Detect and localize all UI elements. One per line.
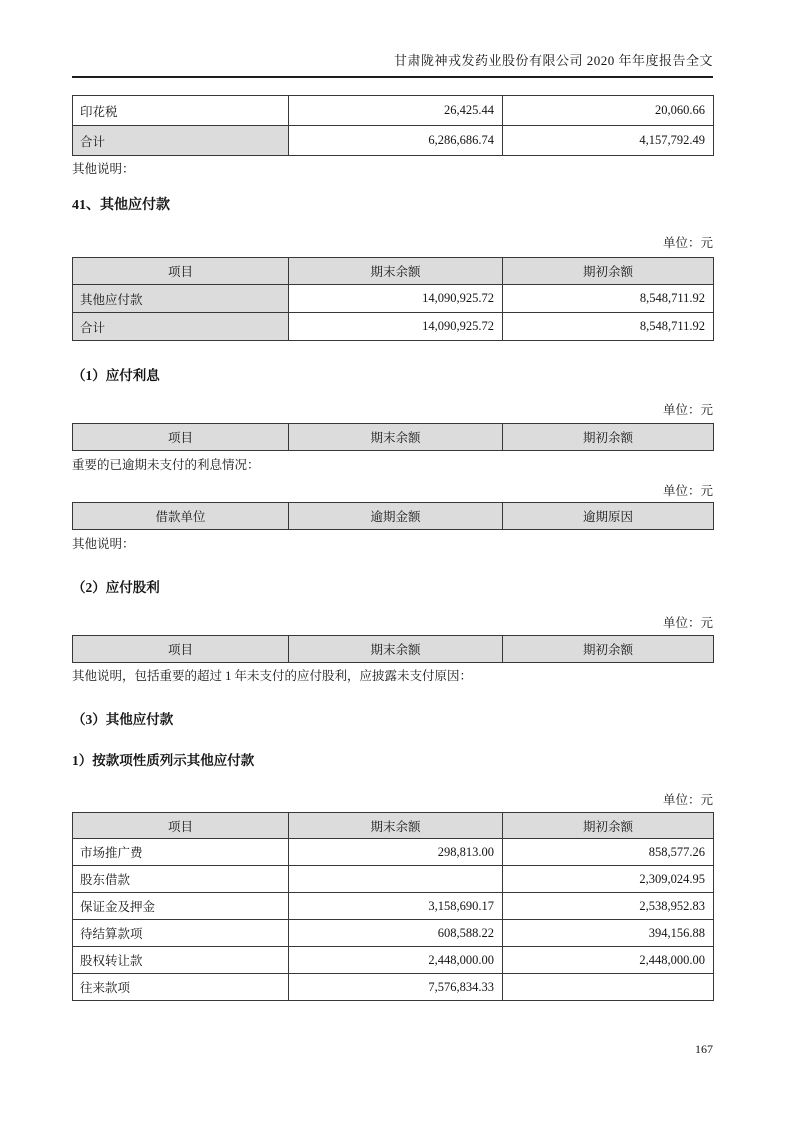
table-header-row (73, 424, 714, 451)
ending-balance-cell (289, 866, 503, 893)
unit-label: 单位：元 (662, 616, 713, 630)
header-cell-item: 项目 (73, 813, 289, 839)
other-payables-by-nature-table (72, 812, 714, 1001)
table-row (73, 920, 714, 947)
interest-payable-table (72, 423, 714, 451)
table-header-row (73, 813, 714, 839)
header-cell-beginning: 期初余额 (503, 813, 714, 839)
header-cell-beginning: 期初余额 (503, 424, 714, 451)
unit-label: 单位：元 (662, 403, 713, 417)
header-cell-ending: 期末余额 (289, 813, 503, 839)
item-cell: 市场推广费 (73, 839, 289, 866)
ending-balance-cell: 608,588.22 (289, 920, 503, 947)
unit-label: 单位：元 (662, 793, 713, 807)
table-row (73, 96, 714, 126)
header-cell-overdue-amount: 逾期金额 (289, 503, 503, 530)
dividend-payable-table (72, 635, 714, 663)
page-header (72, 0, 713, 78)
header-cell-item: 项目 (73, 636, 289, 663)
item-cell: 合计 (73, 126, 289, 156)
item-cell: 股东借款 (73, 866, 289, 893)
subsection-1-title: （1）应付利息 (72, 368, 160, 383)
by-nature-subtitle: 1）按款项性质列示其他应付款 (72, 753, 255, 768)
stamp-tax-table (72, 95, 714, 156)
unit-label: 单位：元 (662, 236, 713, 250)
ending-balance-cell: 3,158,690.17 (289, 893, 503, 920)
beginning-balance-cell: 8,548,711.92 (503, 285, 714, 313)
item-cell: 往来款项 (73, 974, 289, 1001)
beginning-balance-cell (503, 974, 714, 1001)
ending-balance-cell: 2,448,000.00 (289, 947, 503, 974)
ending-balance-cell: 298,813.00 (289, 839, 503, 866)
table-row (73, 947, 714, 974)
table-row-total (73, 126, 714, 156)
ending-balance-cell: 6,286,686.74 (289, 126, 503, 156)
other-payables-summary-table (72, 257, 714, 341)
subsection-3-title: （3）其他应付款 (72, 712, 174, 727)
dividend-note: 其他说明，包括重要的超过 1 年未支付的应付股利，应披露未支付原因： (72, 669, 473, 683)
other-notes-label: 其他说明： (72, 537, 135, 551)
header-cell-ending: 期末余额 (289, 258, 503, 285)
section-41-title: 41、其他应付款 (72, 198, 170, 213)
report-title: 甘肃陇神戎发药业股份有限公司 2020 年年度报告全文 (393, 53, 713, 68)
header-cell-overdue-reason: 逾期原因 (503, 503, 714, 530)
overdue-interest-table (72, 502, 714, 530)
ending-balance-cell: 14,090,925.72 (289, 313, 503, 341)
beginning-balance-cell: 8,548,711.92 (503, 313, 714, 341)
item-cell: 其他应付款 (73, 285, 289, 313)
header-cell-beginning: 期初余额 (503, 636, 714, 663)
item-cell: 待结算款项 (73, 920, 289, 947)
overdue-interest-note: 重要的已逾期未支付的利息情况： (72, 458, 260, 472)
table-row (73, 974, 714, 1001)
table-row-total (73, 313, 714, 341)
beginning-balance-cell: 2,448,000.00 (503, 947, 714, 974)
item-cell: 保证金及押金 (73, 893, 289, 920)
ending-balance-cell: 26,425.44 (289, 96, 503, 126)
table-header-row (73, 258, 714, 285)
ending-balance-cell: 7,576,834.33 (289, 974, 503, 1001)
beginning-balance-cell: 4,157,792.49 (503, 126, 714, 156)
page-number: 167 (695, 1042, 713, 1056)
beginning-balance-cell: 2,538,952.83 (503, 893, 714, 920)
table-row (73, 893, 714, 920)
table-header-row (73, 636, 714, 663)
item-cell: 股权转让款 (73, 947, 289, 974)
item-cell: 印花税 (73, 96, 289, 126)
header-cell-item: 项目 (73, 424, 289, 451)
header-cell-item: 项目 (73, 258, 289, 285)
other-notes-label: 其他说明： (72, 162, 135, 176)
header-cell-beginning: 期初余额 (503, 258, 714, 285)
header-cell-ending: 期末余额 (289, 424, 503, 451)
header-cell-borrower: 借款单位 (73, 503, 289, 530)
subsection-2-title: （2）应付股利 (72, 580, 160, 595)
table-row (73, 285, 714, 313)
ending-balance-cell: 14,090,925.72 (289, 285, 503, 313)
table-row (73, 839, 714, 866)
table-row (73, 866, 714, 893)
beginning-balance-cell: 858,577.26 (503, 839, 714, 866)
beginning-balance-cell: 20,060.66 (503, 96, 714, 126)
beginning-balance-cell: 394,156.88 (503, 920, 714, 947)
beginning-balance-cell: 2,309,024.95 (503, 866, 714, 893)
item-cell: 合计 (73, 313, 289, 341)
unit-label: 单位：元 (662, 484, 713, 498)
header-cell-ending: 期末余额 (289, 636, 503, 663)
table-header-row (73, 503, 714, 530)
